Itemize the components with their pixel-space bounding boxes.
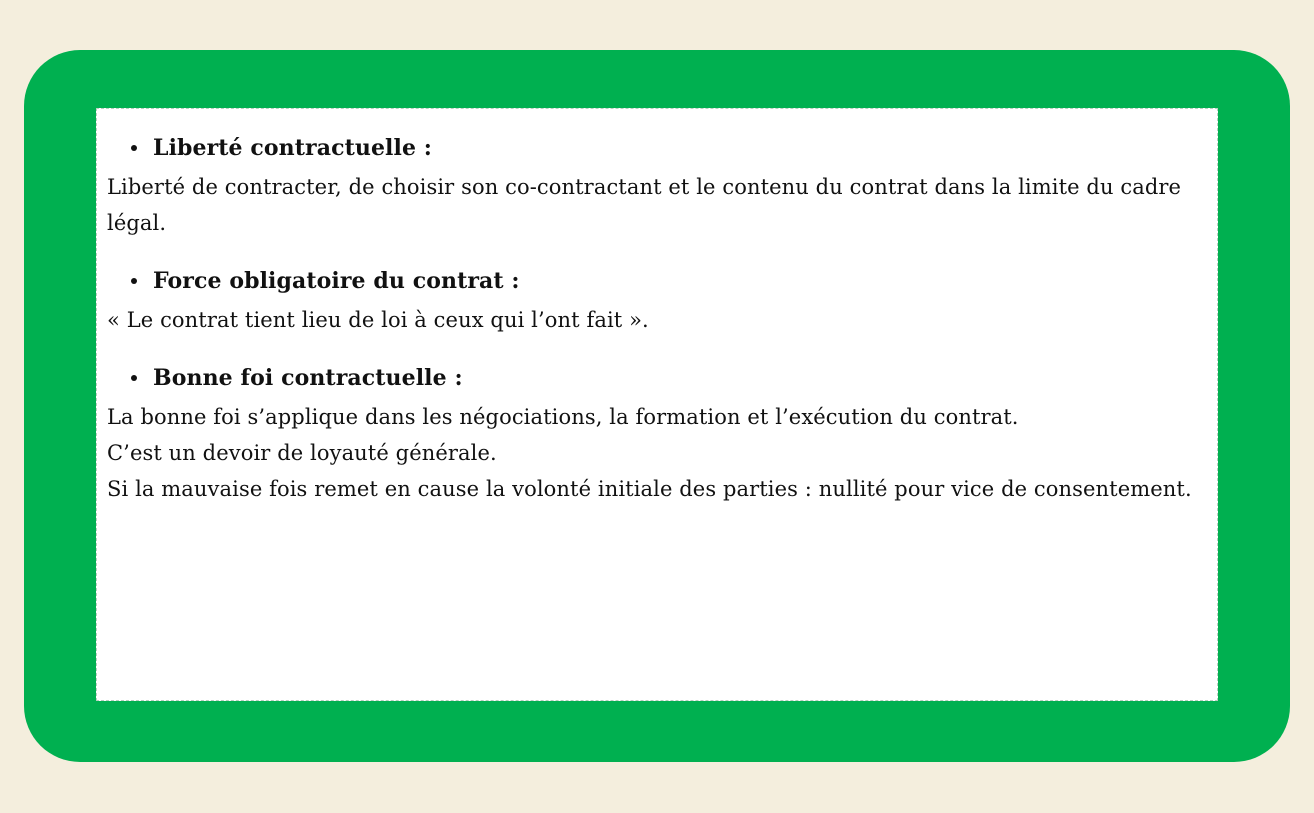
section-paragraph: Liberté de contracter, de choisir son co-contractant et le contenu du contrat dans la limite du cadre légal. (107, 175, 1182, 235)
content-card (96, 108, 1218, 701)
section-paragraph: C’est un devoir de loyauté générale. (107, 441, 497, 465)
bullet-icon (131, 145, 137, 151)
section-heading (131, 133, 1217, 163)
section-heading (131, 363, 1217, 393)
section-heading-text: Liberté contractuelle : (153, 135, 433, 161)
section-paragraph: Si la mauvaise fois remet en cause la volonté initiale des parties : nullité pour vice de consentement. (107, 477, 1192, 501)
section-heading-text: Bonne foi contractuelle : (153, 365, 463, 391)
section-force-obligatoire (107, 266, 1217, 338)
section-heading-text: Force obligatoire du contrat : (153, 268, 520, 294)
section-paragraph: « Le contrat tient lieu de loi à ceux qui l’ont fait ». (107, 308, 649, 332)
bullet-icon (131, 375, 137, 381)
section-paragraph: La bonne foi s’applique dans les négociations, la formation et l’exécution du contrat. (107, 405, 1019, 429)
bullet-icon (131, 278, 137, 284)
section-heading (131, 266, 1217, 296)
section-liberte-contractuelle (107, 133, 1217, 241)
section-bonne-foi (107, 363, 1217, 507)
